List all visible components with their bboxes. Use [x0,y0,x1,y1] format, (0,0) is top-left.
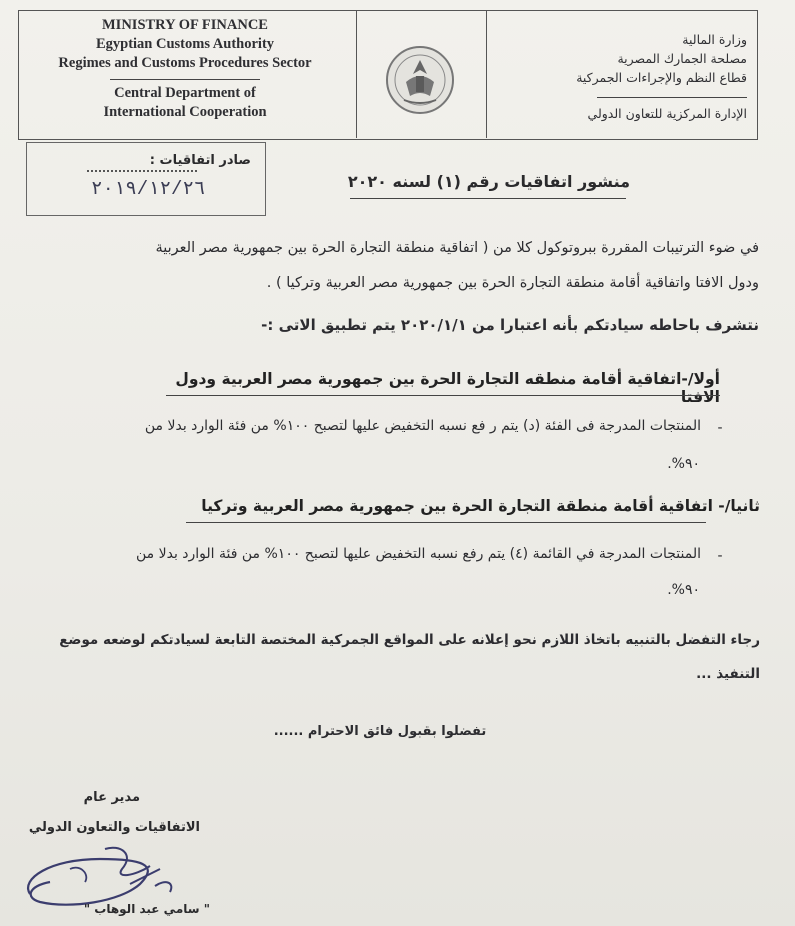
department-name-ar: الإدارة المركزية للتعاون الدولي [587,106,747,121]
section1-bullet-text-1: المنتجات المدرجة فى الفئة (د) يتم ر فع نسبه التخفيض عليها لتصبح ١٠٠% من فئة الوارد بدلا من [144,418,701,434]
closing-line: تفضلوا بقبول فائق الاحترام ...... [273,724,487,739]
signatory-name: " سامي عبد الوهاب " [83,902,210,916]
authority-name-ar: مصلحة الجمارك المصرية [617,51,747,66]
signatory-title-2: الاتفاقيات والتعاون الدولي [28,820,200,835]
issue-label: صادر اتفاقيات : [149,153,251,168]
intro-line-1: في ضوء الترتيبات المقررة ببروتوكول كلا من ( اتفاقية منطقة التجارة الحرة بين جمهورية مصر العربية [155,240,759,256]
letterhead-divider-right [486,10,487,138]
letterhead-en-rule [110,79,260,80]
letterhead-english [25,16,345,122]
issue-number-dots [87,170,197,172]
department-name-en-2: International Cooperation [103,104,267,120]
letterhead-ar-rule [597,97,747,98]
section2-bullet: - [717,548,723,564]
signatory-title-1: مدير عام [83,790,140,805]
issue-date: ٢٠١٩/١٢/٢٦ [91,178,206,200]
section1-underline [166,395,720,396]
section2-underline [186,522,706,523]
letterhead-arabic [517,30,747,123]
ministry-emblem [380,40,460,120]
section1-heading: أولا/-اتفاقية أقامة منطقه التجارة الحرة بين جمهورية مصر العربية ودول الافتا [175,370,720,406]
circular-title: منشور اتفاقيات رقم (١) لسنه ٢٠٢٠ [347,172,630,191]
sector-name-en: Regimes and Customs Procedures Sector [58,55,312,71]
title-underline [350,198,626,199]
handwritten-signature [10,824,240,914]
sector-name-ar: قطاع النظم والإجراءات الجمركية [576,70,747,85]
ministry-name-ar: وزارة المالية [682,32,747,47]
request-line-1: رجاء التفضل بالتنبيه باتخاذ اللازم نحو إعلانه على المواقع الجمركية المختصة التابعة لسيادتكم لوضعه موضع [59,632,760,648]
section1-bullet-text-2: ٩٠%. [667,456,700,472]
authority-name-en: Egyptian Customs Authority [95,36,275,52]
section2-bullet-text-2: ٩٠%. [667,582,700,598]
issue-number-box [26,142,266,216]
intro-line-2: ودول الافتا واتفاقية أقامة منطقة التجارة الحرة بين جمهورية مصر العربية وتركيا ) . [266,275,759,291]
section2-bullet-text-1: المنتجات المدرجة في القائمة (٤) يتم رفع نسبه التخفيض عليها لتصبح ١٠٠% من فئة الوارد بدلا من [136,546,701,562]
notice-line: نتشرف باحاطه سيادتكم بأنه اعتبارا من ٢٠٢٠/١/١ يتم تطبيق الاتى :- [261,316,759,334]
letterhead-divider-left [356,10,357,138]
section1-bullet: - [717,420,723,436]
section2-heading: ثانيا/- اتفاقية أقامة منطقة التجارة الحرة بين جمهورية مصر العربية وتركيا [201,497,760,515]
ministry-name-en: MINISTRY OF FINANCE [102,17,268,33]
department-name-en-1: Central Department of [114,85,256,101]
signature-block [10,780,240,926]
request-line-2: التنفيذ ... [696,666,760,682]
